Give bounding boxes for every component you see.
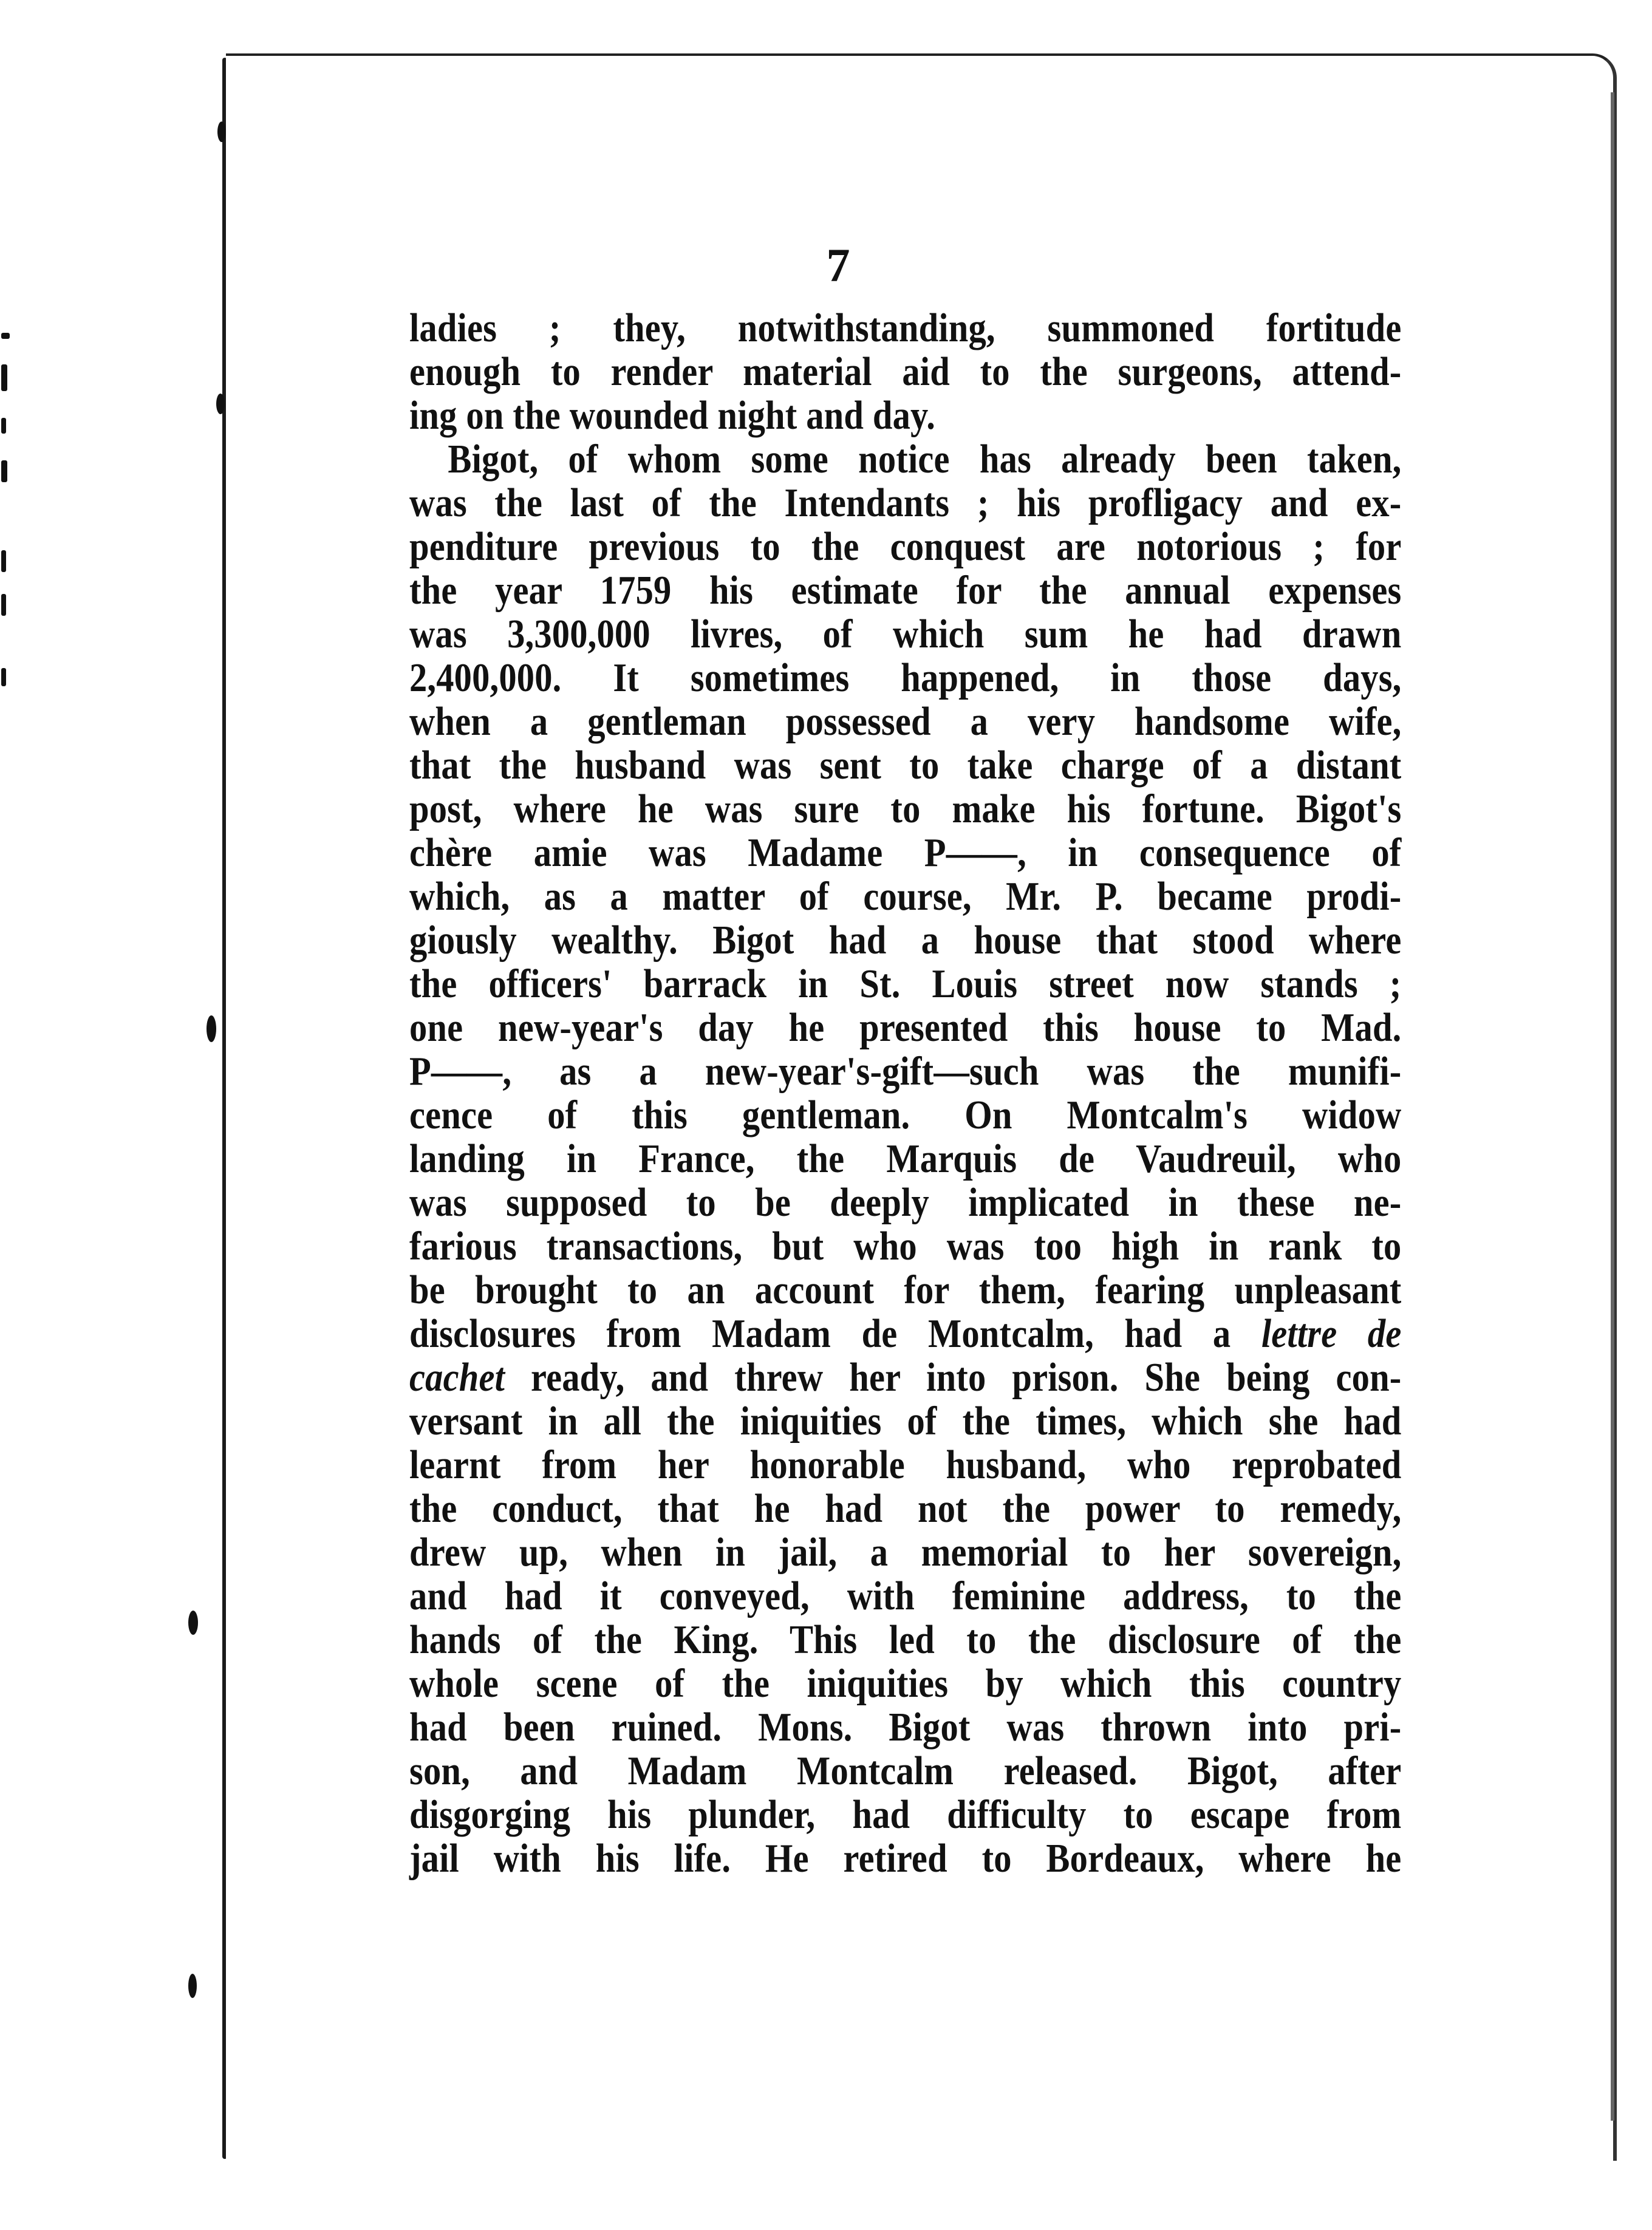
text-line-content: cence of this gentleman. On Montcalm's widow — [409, 1093, 1402, 1137]
text-line-content: the officers' barrack in St. Louis street now stands ; — [409, 962, 1402, 1006]
text-line-content: ing on the wounded night and day. — [409, 394, 936, 438]
text-line — [409, 1618, 1401, 1662]
italic-phrase: cachet — [409, 1355, 505, 1400]
text-line-content: chère amie was Madame P——, in consequence of — [409, 831, 1402, 875]
facing-page-text-fragments — [0, 0, 18, 2230]
text-line-content: drew up, when in jail, a memorial to her sovereign, — [409, 1530, 1402, 1575]
text-line — [409, 963, 1401, 1006]
text-line — [409, 482, 1401, 525]
spine-mark — [188, 1974, 197, 1998]
text-line — [409, 1444, 1401, 1487]
text-line — [409, 1356, 1401, 1400]
text-line — [409, 1750, 1401, 1793]
text-line — [409, 1793, 1401, 1837]
text-line — [409, 1575, 1401, 1618]
text-line — [409, 1225, 1401, 1269]
text-line — [409, 438, 1401, 482]
text-fragment — [1, 333, 10, 339]
spine-mark — [206, 1015, 216, 1042]
text-line-content: 2,400,000. It sometimes happened, in those days, — [409, 656, 1402, 700]
text-fragment — [1, 594, 6, 616]
text-line — [409, 394, 1401, 438]
text-line — [409, 350, 1401, 394]
text-line — [409, 1706, 1401, 1750]
text-line-content: hands of the King. This led to the disclosure of the — [409, 1618, 1402, 1662]
text-line — [409, 1837, 1401, 1881]
text-line-content: was supposed to be deeply implicated in these ne- — [409, 1181, 1402, 1225]
text-line-content: learnt from her honorable husband, who reprobated — [409, 1443, 1402, 1487]
text-line — [409, 788, 1401, 831]
text-line-content: the conduct, that he had not the power to remedy, — [409, 1487, 1402, 1531]
text-line — [409, 1094, 1401, 1137]
text-line-content: the year 1759 his estimate for the annual expenses — [409, 568, 1402, 613]
page-edge-shadow — [1611, 92, 1614, 2121]
text-line-content: post, where he was sure to make his fortune. Bigot's — [409, 787, 1402, 831]
text-line-content: Bigot, of whom some notice has already been taken, — [448, 437, 1402, 482]
text-line-content: landing in France, the Marquis de Vaudreuil, who — [409, 1137, 1402, 1181]
spine-mark — [217, 121, 226, 142]
text-line — [409, 613, 1401, 656]
text-line-content: and had it conveyed, with feminine address, to the — [409, 1574, 1402, 1618]
text-line — [409, 1137, 1401, 1181]
text-line — [409, 569, 1401, 613]
text-line-content: was 3,300,000 livres, of which sum he had drawn — [409, 612, 1402, 656]
text-line-content: giously wealthy. Bigot had a house that stood where — [409, 918, 1402, 963]
text-line-content: one new-year's day he presented this house to Mad. — [409, 1006, 1402, 1050]
text-fragment — [1, 668, 6, 686]
text-line-content: whole scene of the iniquities by which this country — [409, 1662, 1402, 1706]
text-line — [409, 1181, 1401, 1225]
text-line-content: was the last of the Intendants ; his profligacy and ex- — [409, 481, 1402, 525]
text-line-content: had been ruined. Mons. Bigot was thrown into pri- — [409, 1705, 1402, 1750]
body-text — [409, 307, 1402, 1881]
text-line-content: disgorging his plunder, had difficulty to escape from — [409, 1793, 1402, 1837]
text-line-content: jail with his life. He retired to Bordeaux, where he — [409, 1836, 1402, 1881]
text-line-content: versant in all the iniquities of the times, which she had — [409, 1399, 1402, 1444]
text-line — [409, 1487, 1401, 1531]
text-line — [409, 307, 1401, 350]
text-line — [409, 744, 1401, 788]
text-line — [409, 1269, 1401, 1312]
text-fragment — [1, 460, 7, 482]
text-line-content: which, as a matter of course, Mr. P. became prodi- — [409, 875, 1402, 919]
text-fragment — [1, 364, 7, 391]
page-number: 7 — [826, 239, 850, 292]
text-line-content: disclosures from Madam de Montcalm, had a — [409, 1312, 1231, 1356]
spine-mark — [216, 394, 225, 414]
text-line — [409, 1400, 1401, 1444]
text-line — [409, 1531, 1401, 1575]
text-line-content: ready, and threw her into prison. She being con- — [505, 1355, 1402, 1400]
facing-page-edge — [0, 0, 226, 2230]
text-line-content: that the husband was sent to take charge of a distant — [409, 743, 1402, 788]
text-fragment — [1, 550, 6, 572]
text-line — [409, 1312, 1401, 1356]
page-bottom-specks — [632, 2177, 729, 2201]
text-line-content: be brought to an account for them, fearing unpleasant — [409, 1268, 1402, 1312]
text-line — [409, 1006, 1401, 1050]
text-line — [409, 700, 1401, 744]
text-line — [409, 1050, 1401, 1094]
text-line — [409, 919, 1401, 963]
spine-mark — [188, 1611, 198, 1635]
text-line-content: ladies ; they, notwithstanding, summoned fortitude — [409, 306, 1402, 350]
text-line-content: enough to render material aid to the surgeons, attend- — [409, 350, 1402, 394]
italic-phrase: lettre de — [1261, 1312, 1402, 1356]
text-fragment — [1, 418, 6, 434]
text-line — [409, 875, 1401, 919]
text-line — [409, 1662, 1401, 1706]
text-line-content: penditure previous to the conquest are notorious ; for — [409, 525, 1402, 569]
text-line-content: son, and Madam Montcalm released. Bigot, after — [409, 1749, 1402, 1793]
text-line-content: P——, as a new-year's-gift—such was the munifi- — [409, 1049, 1402, 1094]
text-line-content: when a gentleman possessed a very handsome wife, — [409, 700, 1402, 744]
text-line — [409, 656, 1401, 700]
text-line — [409, 831, 1401, 875]
text-line — [409, 525, 1401, 569]
text-line-content: farious transactions, but who was too high in rank to — [409, 1224, 1402, 1269]
